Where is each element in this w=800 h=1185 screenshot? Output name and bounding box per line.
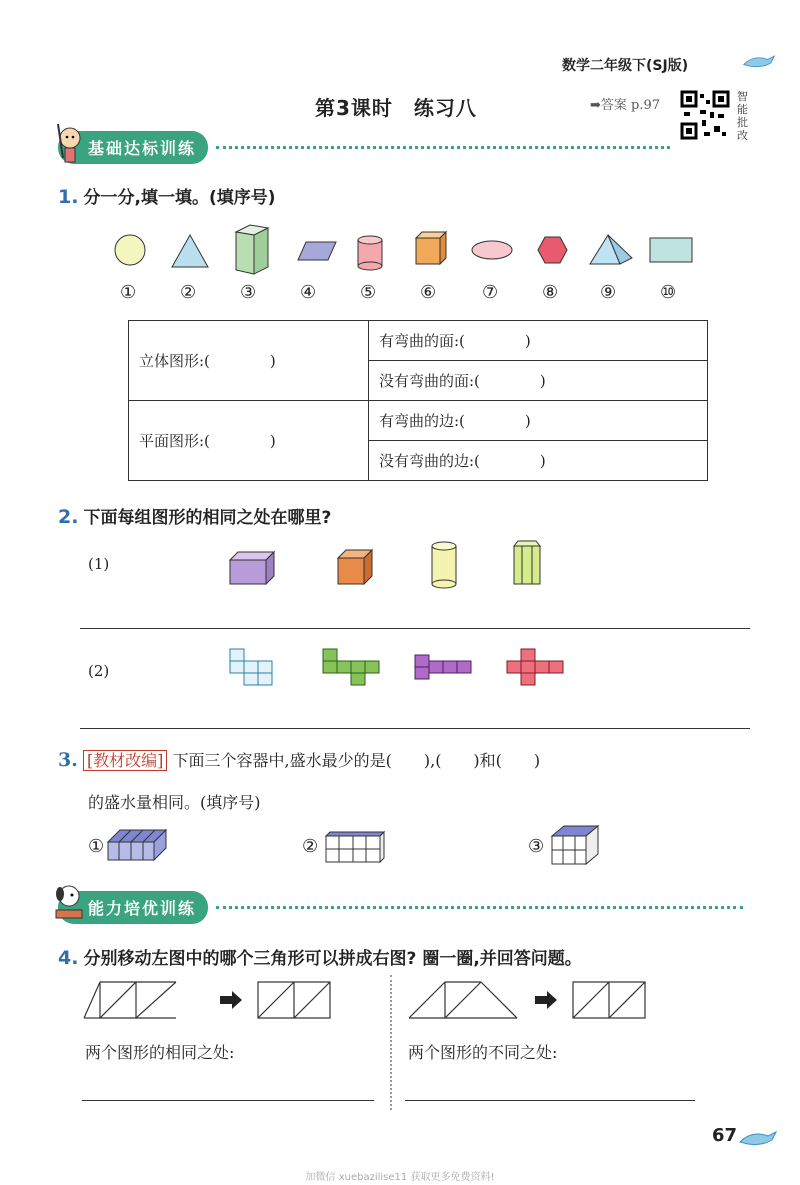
q2-part2-label: (2): [88, 662, 110, 680]
section-banner-basic: [58, 130, 670, 164]
shape-label: ⑨: [600, 282, 617, 303]
container-3: [548, 822, 604, 868]
cube-stack-purple: [415, 655, 471, 679]
hex-prism-green: [514, 541, 540, 584]
cylinder-shape: [358, 236, 382, 270]
q1-shapes: [100, 220, 720, 280]
question-text: 下面三个容器中,盛水最少的是( ),( )和( ): [172, 751, 541, 770]
curved-edge-cell[interactable]: 有弯曲的边:( ): [369, 401, 708, 441]
dotted-divider: [216, 906, 743, 909]
same-prompt: 两个图形的相同之处:: [85, 1043, 235, 1062]
cube-stack-red: [507, 649, 563, 685]
shape-label: ⑧: [542, 282, 559, 303]
shape-label: ⑩: [660, 282, 677, 303]
pyramid-shape: [590, 235, 632, 264]
answer-line[interactable]: [405, 1100, 695, 1101]
question-number: 3.: [58, 749, 78, 771]
footer-watermark: 加微信 xuebazilise11 获取更多免费资料!: [305, 1172, 495, 1183]
answer-reference: ➡答案 p.97: [590, 98, 661, 113]
qr-side-label: 智能批改: [737, 90, 748, 142]
dolphin-icon: [742, 52, 776, 72]
q2-group2-figures: [225, 643, 575, 693]
q4-right-figures: [405, 980, 665, 1022]
shape-label: ⑤: [360, 282, 377, 303]
no-curved-edge-cell[interactable]: 没有弯曲的边:( ): [369, 441, 708, 481]
ellipse-shape: [472, 241, 512, 259]
question-number: 1.: [58, 186, 79, 208]
answer-line[interactable]: [80, 628, 750, 629]
answer-line[interactable]: [80, 728, 750, 729]
lesson-title: 第3课时 练习八: [315, 96, 477, 120]
container-label: ②: [302, 836, 319, 857]
cylinder-yellow: [432, 542, 456, 588]
textbook-adapted-tag: [教材改编]: [83, 750, 168, 771]
no-curved-face-cell[interactable]: 没有弯曲的面:( ): [369, 361, 708, 401]
diff-prompt: 两个图形的不同之处:: [408, 1043, 558, 1062]
container-2: [322, 826, 386, 866]
cube-orange: [338, 550, 372, 584]
q4-vertical-divider: [390, 975, 392, 1110]
question-text: 下面每组图形的相同之处在哪里?: [83, 508, 332, 528]
answer-line[interactable]: [82, 1100, 374, 1101]
q2-part1-label: (1): [88, 555, 110, 573]
plane-figures-cell[interactable]: 平面图形:( ): [129, 401, 369, 481]
dotted-divider: [216, 146, 670, 149]
question-4: [58, 944, 582, 969]
shape-label: ⑦: [482, 282, 499, 303]
arrow-right-icon: [220, 991, 242, 1009]
question-text: 分别移动左图中的哪个三角形可以拼成右图? 圈一圈,并回答问题。: [83, 949, 582, 969]
q1-shape-labels: [100, 282, 720, 306]
question-number: 4.: [58, 947, 79, 969]
question-text: 分一分,填一填。(填序号): [83, 188, 276, 208]
shape-label: ①: [120, 282, 137, 303]
triangle-set-right: [409, 982, 517, 1018]
cube-shape: [416, 232, 446, 264]
question-3-line2: 的盛水量相同。(填序号): [88, 793, 261, 812]
puppy-mascot-icon: [52, 882, 86, 924]
curved-face-cell[interactable]: 有弯曲的面:( ): [369, 321, 708, 361]
shape-label: ②: [180, 282, 197, 303]
solid-figures-cell[interactable]: 立体图形:( ): [129, 321, 369, 401]
book-title: 数学二年级下(SJ版): [562, 58, 689, 74]
classification-table: [128, 320, 708, 481]
q4-left-figures: [82, 980, 342, 1022]
dolphin-icon: [738, 1128, 778, 1150]
shape-label: ⑥: [420, 282, 437, 303]
triangle-set-result: [258, 982, 330, 1018]
parallelogram-shape: [298, 242, 336, 260]
arrow-right-icon: [535, 991, 557, 1009]
prism-shape: [236, 225, 268, 274]
cube-stack-blue: [230, 649, 272, 685]
q2-group1-figures: [220, 538, 560, 593]
section-title-basic: 基础达标训练: [58, 131, 208, 164]
question-1: [58, 183, 276, 208]
page-number: 67: [712, 1125, 738, 1146]
question-3: [58, 748, 540, 771]
container-label: ①: [88, 836, 105, 857]
question-number: 2.: [58, 506, 79, 528]
rectangle-shape: [650, 238, 692, 262]
cuboid-purple: [230, 552, 274, 584]
shape-label: ③: [240, 282, 257, 303]
hexagon-shape: [538, 237, 567, 263]
pencil-mascot-icon: [55, 120, 85, 164]
section-banner-ability: [58, 890, 743, 924]
triangle-set-result: [573, 982, 645, 1018]
container-label: ③: [528, 836, 545, 857]
section-title-ability: 能力培优训练: [58, 891, 208, 924]
cube-stack-green: [323, 649, 379, 685]
sphere-shape: [115, 235, 145, 265]
question-2: [58, 503, 331, 528]
triangle-set-left: [84, 982, 176, 1018]
qr-code-icon[interactable]: [680, 90, 730, 140]
triangle-shape: [172, 235, 208, 267]
shape-label: ④: [300, 282, 317, 303]
container-1: [106, 826, 170, 866]
